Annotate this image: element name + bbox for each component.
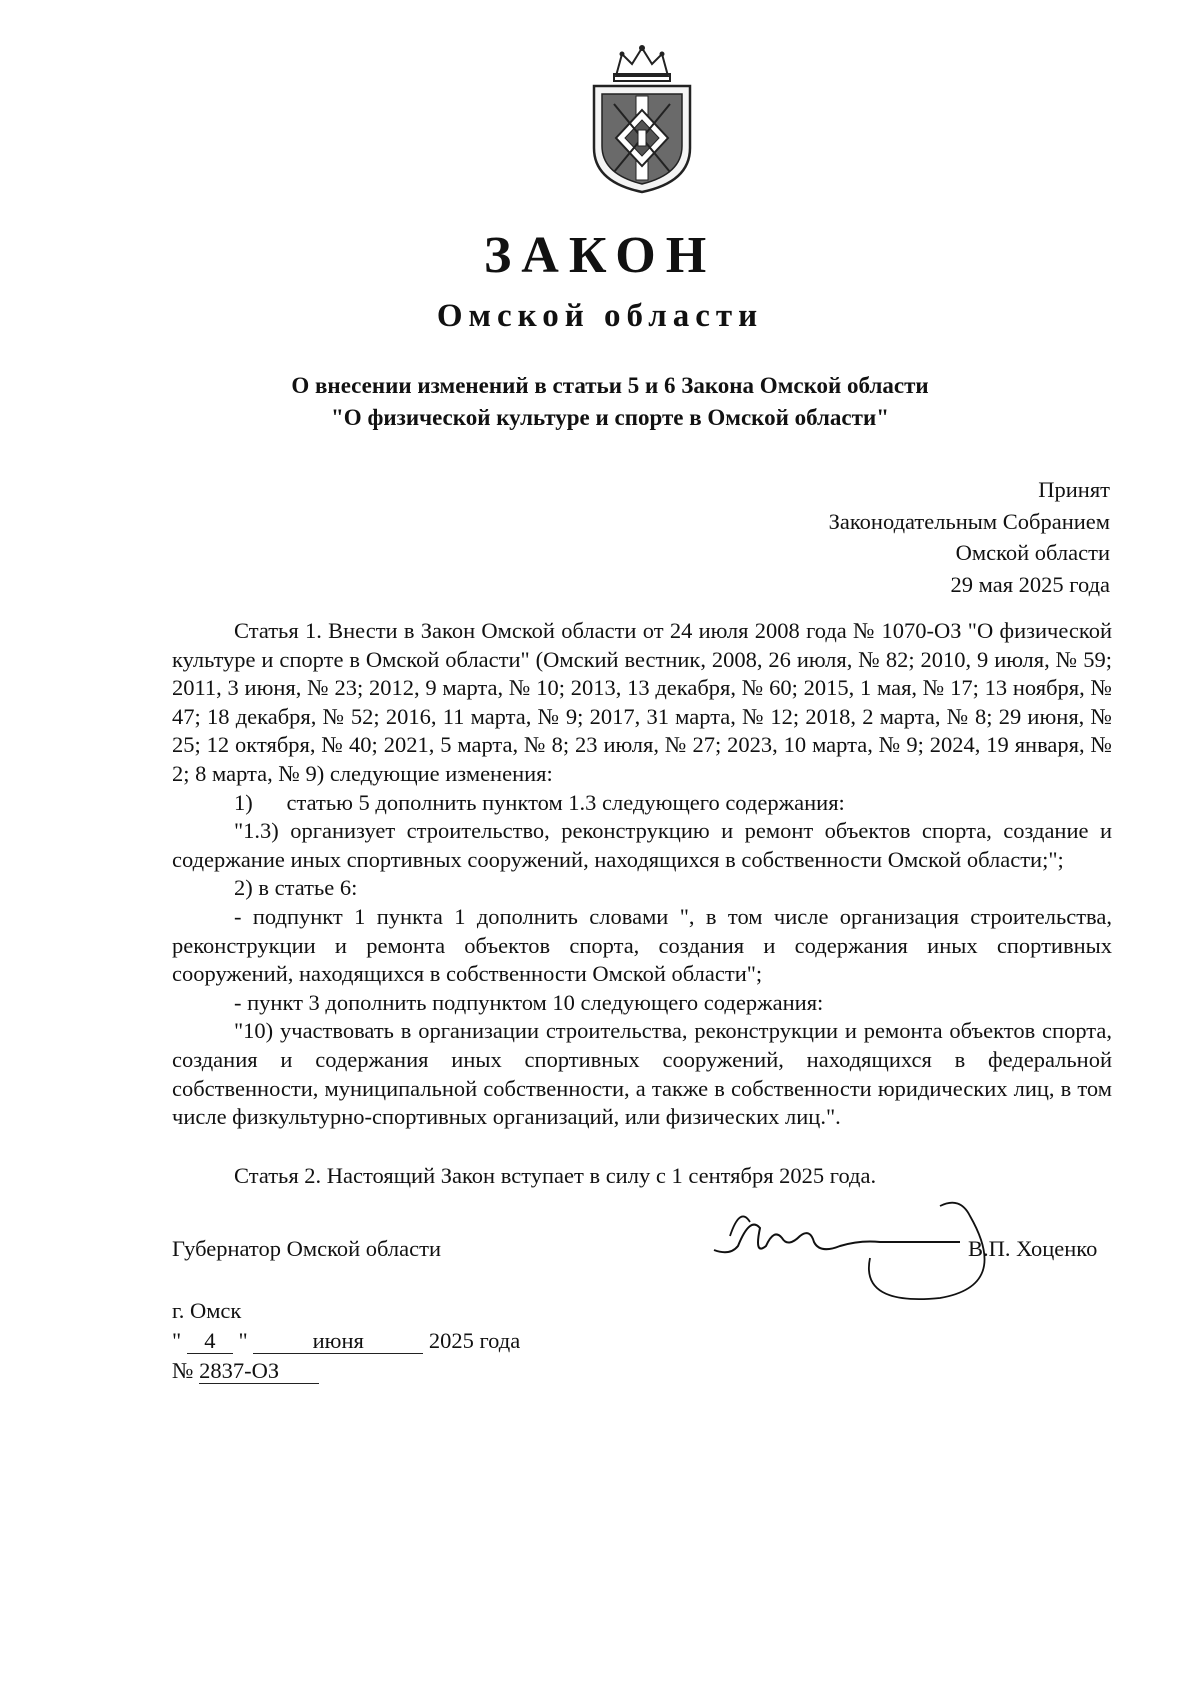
law-number-prefix: № bbox=[172, 1358, 194, 1383]
adoption-note bbox=[829, 474, 1110, 600]
signing-day: 4 bbox=[187, 1329, 233, 1354]
document-subtitle: Омской области bbox=[436, 298, 764, 334]
article-1-intro: Статья 1. Внести в Закон Омской области от 24 июля 2008 года № 1070-ОЗ "О физической культуре и спорте в Омской области" (Омский вестник, 2008, 26 июля, № 82; 2010, 9 июля, № 59; 2011, 3 июня, № 23; 2012, 9 марта, № 10; 2013, 13 декабря, № 60; 2015, 1 мая, № 17; 13 ноября, № 47; 18 декабря, № 52; 2016, 11 марта, № 9; 2017, 31 марта, № 12; 2018, 2 марта, № 8; 29 июня, № 25; 12 октября, № 40; 2021, 5 марта, № 8; 23 июля, № 27; 2023, 10 марта, № 9; 2024, 19 января, № 2; 8 марта, № 9) следующие изменения: bbox=[172, 618, 1112, 786]
law-name-line: О внесении изменений в статьи 5 и 6 Закона Омской области bbox=[291, 373, 929, 398]
article-1-item-1: 1) статью 5 дополнить пунктом 1.3 следующего содержания: bbox=[234, 789, 845, 815]
date-quote-open: " bbox=[172, 1328, 182, 1353]
signing-date bbox=[172, 1326, 520, 1356]
law-name bbox=[150, 370, 1070, 434]
article-1-item-1-text: "1.3) организует строительство, реконструкцию и ремонт объектов спорта, создание и содержание иных спортивных сооружений, находящихся в собственности Омской области;"; bbox=[172, 818, 1112, 872]
signing-month: июня bbox=[253, 1329, 423, 1354]
omsk-region-coat-of-arms-icon bbox=[584, 44, 700, 194]
governor-title: Губернатор Омской области bbox=[172, 1236, 441, 1261]
signing-year: 2025 года bbox=[428, 1328, 521, 1353]
governor-name: В.П. Хоценко bbox=[968, 1236, 1098, 1261]
law-number-value: 2837-ОЗ bbox=[199, 1359, 319, 1384]
adoption-line: Омской области bbox=[955, 540, 1110, 565]
adoption-date: 29 мая 2025 года bbox=[950, 571, 1110, 597]
adoption-line: Законодательным Собранием bbox=[828, 508, 1110, 534]
article-2: Статья 2. Настоящий Закон вступает в силу с 1 сентября 2025 года. bbox=[234, 1162, 877, 1188]
date-quote-close: " bbox=[238, 1328, 248, 1353]
law-name-line: "О физической культуре и спорте в Омской области" bbox=[331, 405, 889, 430]
article-1-item-2-sub-2: - пункт 3 дополнить подпунктом 10 следующего содержания: bbox=[234, 989, 824, 1015]
law-body bbox=[172, 617, 1112, 1190]
law-number bbox=[172, 1356, 319, 1386]
article-1-item-2: 2) в статье 6: bbox=[234, 875, 358, 901]
article-1-item-2-sub-1: - подпункт 1 пункта 1 дополнить словами ", в том числе организация строительства, реконструкции и ремонта объектов спорта, создания и содержания иных спортивных сооружений, находящихся в собственности Омской области"; bbox=[172, 903, 1112, 987]
article-1-item-2-sub-2-text: "10) участвовать в организации строительства, реконструкции и ремонта объектов спорта, создания и содержания иных спортивных сооружений, находящихся в федеральной собственности, муниципальной собственности, а также в собственности юридических лиц, в том числе физкультурно-спортивных организаций, или физических лиц.". bbox=[172, 1018, 1112, 1130]
adoption-line: Принят bbox=[1038, 477, 1110, 502]
document-title: ЗАКОН bbox=[483, 227, 717, 284]
signing-place: г. Омск bbox=[172, 1298, 242, 1323]
